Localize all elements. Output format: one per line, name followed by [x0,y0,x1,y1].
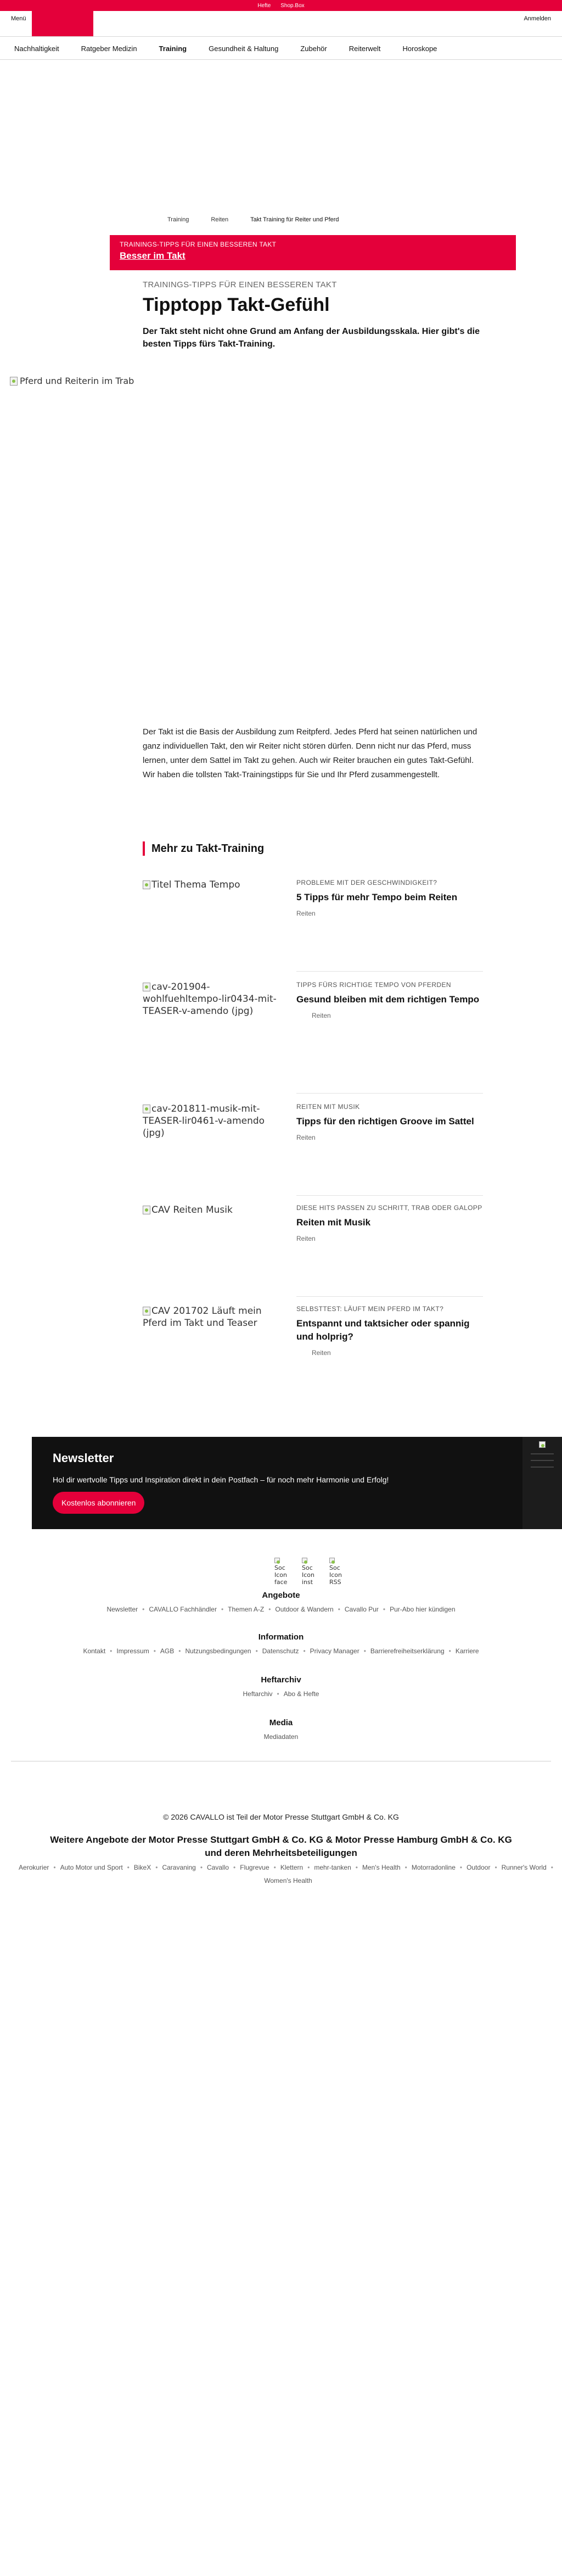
partner-links: Aerokurier • Auto Motor und Sport • BikeX • Caravaning • Cavallo • Flugrevue • Klettern • mehr-tanken • Men's Health • Motorradonline • Outdoor • Runner's World • Women's Health [16,1861,560,1887]
nav-item-ratgeber-medizin[interactable]: Ratgeber Medizin [81,44,137,53]
footer-heading: Information [258,1632,304,1642]
footer-media [0,1718,562,1741]
social-alt-line: Icon [302,1571,314,1579]
nav-item-reiterwelt[interactable]: Reiterwelt [349,44,381,53]
topstrip-link-shop[interactable]: Shop.Box [280,2,305,9]
partner-link[interactable]: Runner's World [501,1864,547,1871]
breadcrumb [167,216,361,223]
header-divider [0,36,562,37]
related-title[interactable]: Reiten mit Musik [296,1217,371,1228]
related-category[interactable]: Reiten [296,910,316,917]
partner-link[interactable]: Flugrevue [240,1864,269,1871]
footer-link[interactable]: Karriere [455,1647,479,1655]
related-thumbnail[interactable] [143,1103,285,1139]
footer-link[interactable]: Newsletter [106,1605,138,1613]
rss-icon[interactable] [329,1558,346,1586]
related-item[interactable] [143,879,483,972]
nav-item-nachhaltigkeit[interactable]: Nachhaltigkeit [14,44,59,53]
nav-item-training[interactable]: Training [159,44,187,53]
social-alt-line: Icon [274,1571,287,1579]
article-kicker: TRAININGS-TIPPS FÜR EINEN BESSEREN TAKT [143,280,337,289]
related-category[interactable]: Reiten [296,1134,316,1141]
hero-image-alt: Pferd und Reiterin im Trab [20,376,134,386]
partner-link[interactable]: mehr-tanken [314,1864,351,1871]
footer-heftarchiv: Heftarchiv Heftarchiv • Abo & Hefte [0,1675,562,1698]
social-alt-line: Soc [329,1564,340,1571]
facebook-icon[interactable] [274,1558,291,1586]
image-stripe [531,1453,554,1454]
copyright: © 2026 CAVALLO ist Teil der Motor Presse Stuttgart GmbH & Co. KG [163,1813,399,1821]
related-category[interactable]: Reiten [312,1012,331,1019]
social-alt-line: inst [302,1579,313,1586]
social-alt-line: face [274,1579,288,1586]
related-divider [296,1093,483,1094]
related-kicker: PROBLEME MIT DER GESCHWINDIGKEIT? [296,879,437,886]
related-item[interactable] [143,981,483,1074]
broken-image-icon [329,1558,335,1563]
thumbnail-alt: cav-201904-wohlfuehltempo-lir0434-mit-TEASER-v-amendo (jpg) [143,982,277,1017]
footer-link[interactable]: AGB [160,1647,175,1655]
related-title[interactable]: Entspannt und taktsicher oder spannig und holprig? [296,1318,470,1342]
nav-item-horoskope[interactable]: Horoskope [402,44,437,53]
related-item[interactable] [143,1204,483,1297]
newsletter-subscribe-button[interactable]: Kostenlos abonnieren [53,1492,144,1514]
footer-link[interactable]: CAVALLO Fachhändler [149,1605,217,1613]
related-title[interactable]: Gesund bleiben mit dem richtigen Tempo [296,994,480,1005]
footer-link[interactable]: Cavallo Pur [344,1605,379,1613]
related-kicker: REITEN MIT MUSIK [296,1103,360,1111]
social-alt-line: Icon [329,1571,342,1579]
partner-link[interactable]: Cavallo [207,1864,229,1871]
page-title: Tipptopp Takt-Gefühl [143,294,330,315]
footer-link[interactable]: Nutzungsbedingungen [185,1647,251,1655]
partner-link[interactable]: Klettern [280,1864,304,1871]
related-item[interactable] [143,1305,483,1398]
image-stripe [531,1467,554,1468]
related-divider [296,971,483,972]
image-stripe [531,1460,554,1461]
broken-image-icon [143,983,150,991]
breadcrumb-item[interactable]: Training [167,216,189,223]
article-body: Der Takt ist die Basis der Ausbildung zum Reitpferd. Jedes Pferd hat seinen natürlichen und ganz individuellen Takt, den wir Reiter nicht stören dürfen. Denn nicht nur das Pferd, muss lernen, unter dem Sattel im Takt zu gehen. Auch wir Reiter brauchen ein gutes Takt-Gefühl. Wir haben die tollsten Takt-Trainingstipps für Sie und Ihr Pferd zusammengestellt. [143,727,477,779]
breadcrumb-item[interactable]: Reiten [211,216,229,223]
instagram-icon[interactable] [302,1558,318,1586]
related-kicker: SELBSTTEST: LÄUFT MEIN PFERD IM TAKT? [296,1305,444,1313]
social-alt-line: RSS [329,1579,341,1586]
breadcrumb-current: Takt Training für Reiter und Pferd [250,216,339,223]
footer-link[interactable]: Outdoor & Wandern [275,1605,334,1613]
footer-link[interactable]: Pur-Abo hier kündigen [390,1605,456,1613]
footer-link[interactable]: Kontakt [83,1647,106,1655]
partner-link[interactable]: Auto Motor und Sport [60,1864,123,1871]
partner-link[interactable]: Women's Health [264,1877,312,1884]
related-item[interactable] [143,1103,483,1196]
social-alt-line: Soc [274,1564,285,1571]
partner-link[interactable]: Men's Health [362,1864,401,1871]
footer-link[interactable]: Impressum [116,1647,149,1655]
thumbnail-alt: cav-201811-musik-mit-TEASER-lir0461-v-amendo (jpg) [143,1103,265,1139]
footer-link[interactable]: Privacy Manager [310,1647,359,1655]
newsletter-text: Hol dir wertvolle Tipps und Inspiration direkt in dein Postfach – für noch mehr Harmonie und Erfolg! [53,1475,389,1484]
footer-link[interactable]: Barrierefreiheitserklärung [370,1647,445,1655]
login-button[interactable]: Anmelden [524,15,551,22]
related-thumbnail[interactable] [143,1305,285,1329]
related-thumbnail[interactable] [143,1204,285,1216]
related-divider [296,1195,483,1196]
newsletter-title: Newsletter [53,1451,114,1465]
broken-image-icon [143,1105,150,1113]
broken-image-icon [143,1206,150,1214]
related-heading-text: Mehr zu Takt-Training [151,842,265,855]
nav-item-gesundheit-haltung[interactable]: Gesundheit & Haltung [209,44,279,53]
partner-link[interactable]: Caravaning [162,1864,196,1871]
newsletter-image [522,1437,562,1529]
newsletter-box [32,1437,562,1529]
footer-link[interactable]: Abo & Hefte [283,1690,319,1698]
partner-link[interactable]: BikeX [133,1864,151,1871]
top-strip [0,0,562,11]
related-category[interactable]: Reiten [312,1349,331,1357]
nav-item-zubehoer[interactable]: Zubehör [300,44,327,53]
footer-link[interactable]: Datenschutz [262,1647,299,1655]
social-alt-line: Soc [302,1564,313,1571]
footer-link[interactable]: Themen A-Z [228,1605,265,1613]
related-kicker: TIPPS FÜRS RICHTIGE TEMPO VON PFERDEN [296,981,451,989]
site-logo[interactable] [32,11,93,36]
main-nav [14,38,459,58]
thumbnail-alt: CAV Reiten Musik [151,1205,233,1215]
broken-image-icon [302,1558,307,1563]
nav-divider [0,59,562,60]
partner-link[interactable]: Outdoor [467,1864,491,1871]
hero-image [10,376,134,386]
related-title[interactable]: Tipps für den richtigen Groove im Sattel [296,1116,474,1127]
thumbnail-alt: CAV 201702 Läuft mein Pferd im Takt und Teaser [143,1306,262,1329]
broken-image-icon [274,1558,280,1563]
related-thumbnail[interactable] [143,879,285,891]
footer-link[interactable]: Heftarchiv [243,1690,273,1698]
footer-heading: Angebote [262,1591,300,1600]
broken-image-icon [10,377,18,386]
footer-information: Information Kontakt • Impressum • AGB • Nutzungsbedingungen • Datenschutz • Privacy Manager • Barrierefreiheitserklärung • Karriere [0,1632,562,1655]
accent-bar [143,841,145,856]
footer-heading: Heftarchiv [261,1675,301,1685]
related-heading [143,841,264,856]
related-title[interactable]: 5 Tipps für mehr Tempo beim Reiten [296,892,458,902]
related-kicker: DIESE HITS PASSEN ZU SCHRITT, TRAB ODER GALOPP [296,1204,482,1212]
series-link[interactable]: Besser im Takt [120,250,186,261]
topstrip-link-hefte[interactable]: Hefte [257,2,271,9]
social-links [274,1558,346,1586]
related-thumbnail[interactable] [143,981,285,1017]
broken-image-icon [539,1441,546,1448]
menu-button[interactable]: Menü [11,15,26,22]
series-teaser-bar [110,235,516,270]
series-kicker: TRAININGS-TIPPS FÜR EINEN BESSEREN TAKT [120,241,277,248]
partner-link[interactable]: Aerokurier [19,1864,49,1871]
broken-image-icon [143,880,150,889]
footer-heading: Media [269,1718,293,1727]
partner-link[interactable]: Motorradonline [411,1864,456,1871]
more-offers-heading: Weitere Angebote der Motor Presse Stuttgart GmbH & Co. KG & Motor Presse Hamburg GmbH & Co. KG und deren Mehrheitsbeteiligungen [50,1835,512,1858]
related-category[interactable]: Reiten [296,1235,316,1242]
footer-angebote: Angebote Newsletter • CAVALLO Fachhändler • Themen A-Z • Outdoor & Wandern • Cavallo Pur • Pur-Abo hier kündigen [0,1591,562,1613]
article-lead: Der Takt steht nicht ohne Grund am Anfang der Ausbildungsskala. Hier gibt's die besten Tipps fürs Takt-Training. [143,327,480,349]
related-divider [296,1296,483,1297]
thumbnail-alt: Titel Thema Tempo [151,879,240,890]
footer-link[interactable]: Mediadaten [263,1733,299,1741]
broken-image-icon [143,1307,150,1315]
